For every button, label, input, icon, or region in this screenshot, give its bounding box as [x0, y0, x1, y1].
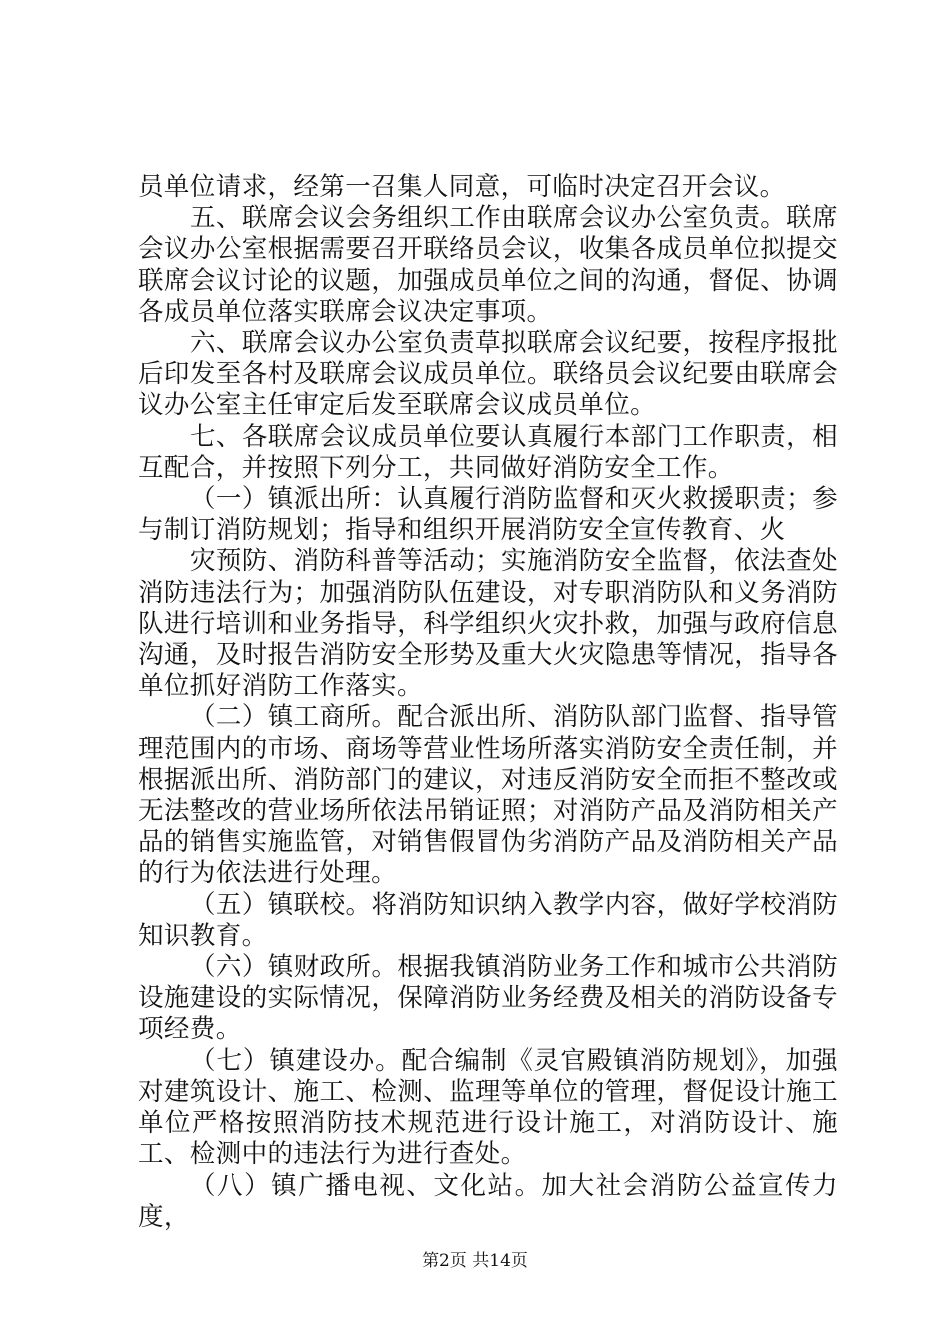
paragraph-subitem-1-continued: 灾预防、消防科普等活动；实施消防安全监督，依法查处消防违法行为；加强消防队伍建设，对专职消防队和义务消防队进行培训和业务指导，科学组织火灾扑救，加强与政府信息沟通，及时报告消防安全形势及重大火灾隐患等情况，指导各单位抓好消防工作落实。 [138, 546, 838, 702]
paragraph-item-7: 七、各联席会议成员单位要认真履行本部门工作职责，相互配合，并按照下列分工，共同做好消防安全工作。 [138, 421, 838, 483]
paragraph-item-6: 六、联席会议办公室负责草拟联席会议纪要，按程序报批后印发至各村及联席会议成员单位。联络员会议纪要由联席会议办公室主任审定后发至联席会议成员单位。 [138, 328, 838, 421]
page-footer: 第2页 共14页 [422, 1251, 528, 1271]
paragraph-subitem-6: （六）镇财政所。根据我镇消防业务工作和城市公共消防设施建设的实际情况，保障消防业务经费及相关的消防设备专项经费。 [138, 952, 838, 1045]
document-body [138, 172, 838, 1233]
paragraph-item-5: 五、联席会议会务组织工作由联席会议办公室负责。联席会议办公室根据需要召开联络员会议，收集各成员单位拟提交联席会议讨论的议题，加强成员单位之间的沟通，督促、协调各成员单位落实联席会议决定事项。 [138, 203, 838, 327]
paragraph-continuation: 员单位请求，经第一召集人同意，可临时决定召开会议。 [138, 172, 786, 202]
paragraph-subitem-1: （一）镇派出所：认真履行消防监督和灭火救援职责；参与制订消防规划；指导和组织开展消防安全宣传教育、火 [138, 484, 838, 546]
paragraph-subitem-8: （八）镇广播电视、文化站。加大社会消防公益宣传力度， [138, 1170, 838, 1232]
paragraph-subitem-2: （二）镇工商所。配合派出所、消防队部门监督、指导管理范围内的市场、商场等营业性场所落实消防安全责任制，并根据派出所、消防部门的建议，对违反消防安全而拒不整改或无法整改的营业场所依法吊销证照；对消防产品及消防相关产品的销售实施监管，对销售假冒伪劣消防产品及消防相关产品的行为依法进行处理。 [138, 702, 838, 889]
paragraph-subitem-7: （七）镇建设办。配合编制《灵官殿镇消防规划》，加强对建筑设计、施工、检测、监理等单位的管理，督促设计施工单位严格按照消防技术规范进行设计施工，对消防设计、施工、检测中的违法行为进行查处。 [138, 1045, 838, 1170]
paragraph-subitem-5: （五）镇联校。将消防知识纳入教学内容，做好学校消防知识教育。 [138, 889, 838, 951]
